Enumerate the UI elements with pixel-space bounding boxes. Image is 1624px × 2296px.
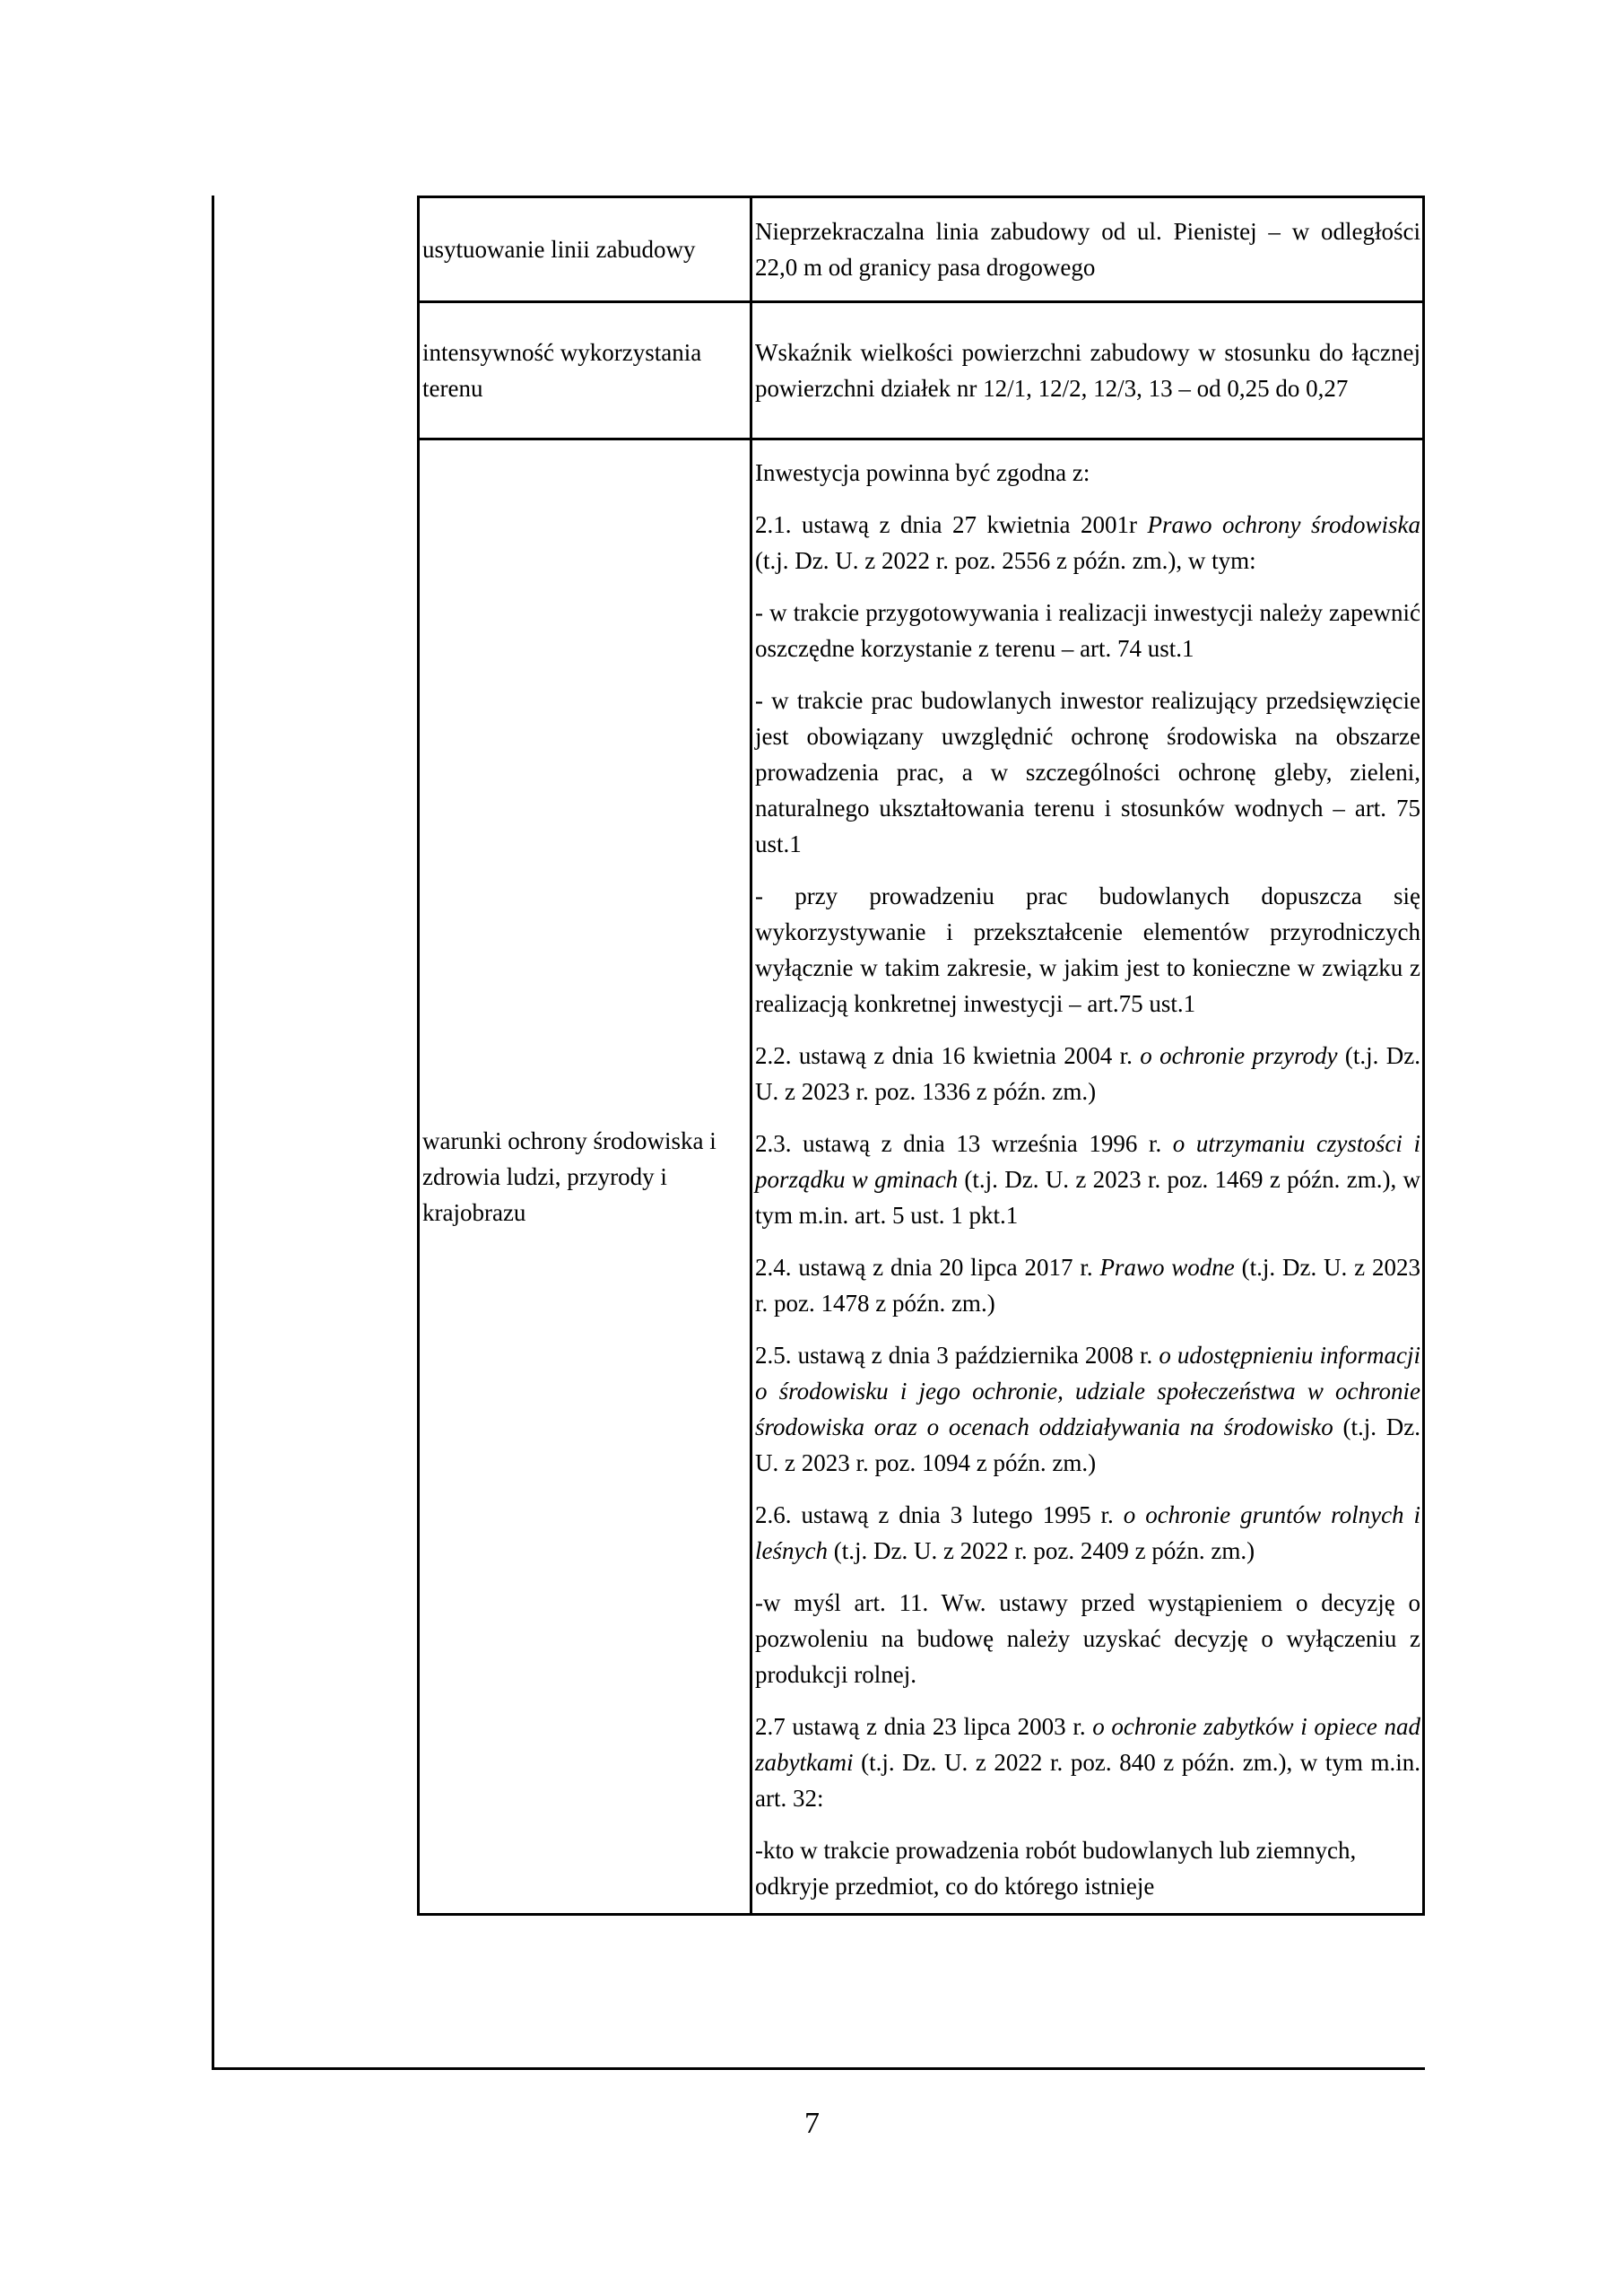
conditions-table xyxy=(417,196,1425,1916)
table-row xyxy=(419,439,1424,1915)
page-number: 7 xyxy=(804,2107,820,2140)
law-bullet: - w trakcie prac budowlanych inwestor realizujący przedsięwzięcie jest obowiązany uwzględnić ochronę środowiska na obszarze prowadzenia prac, a w szczególności ochronę gleby, zieleni, naturalnego ukształtowania terenu i stosunków wodnych – art. 75 ust.1 xyxy=(755,687,1420,857)
table-row xyxy=(419,302,1424,439)
law-item-2-5: 2.5. ustawą z dnia 3 października 2008 r. o udostępnieniu informacji o środowisku i jego ochronie, udziale społeczeństwa w ochronie środowiska oraz o ocenach oddziaływania na środowisko (t.j. Dz. U. z 2023 r. poz. 1094 z późn. zm.) xyxy=(755,1342,1421,1476)
row-content xyxy=(751,439,1424,1915)
law-item-2-2: 2.2. ustawą z dnia 16 kwietnia 2004 r. o ochronie przyrody (t.j. Dz. U. z 2023 r. poz. 1336 z późn. zm.) xyxy=(755,1042,1420,1105)
outer-table-left-border xyxy=(212,196,214,2070)
law-item-2-3: 2.3. ustawą z dnia 13 września 1996 r. o utrzymaniu czystości i porządku w gminach (t.j. Dz. U. z 2023 r. poz. 1469 z późn. zm.), w tym m.in. art. 5 ust. 1 pkt.1 xyxy=(755,1130,1420,1229)
content-intro: Inwestycja powinna być zgodna z: xyxy=(755,459,1090,486)
law-bullet: -kto w trakcie prowadzenia robót budowlanych lub ziemnych, odkryje przedmiot, co do którego istnieje xyxy=(755,1837,1357,1900)
outer-table-bottom-border xyxy=(212,2067,1425,2070)
table-row xyxy=(419,197,1424,302)
law-item-2-4: 2.4. ustawą z dnia 20 lipca 2017 r. Prawo wodne (t.j. Dz. U. z 2023 r. poz. 1478 z późn. zm.) xyxy=(755,1254,1420,1317)
law-item-2-1: 2.1. ustawą z dnia 27 kwietnia 2001r Prawo ochrony środowiska (t.j. Dz. U. z 2022 r. poz. 2556 z późn. zm.), w tym: xyxy=(755,511,1421,574)
row-label: warunki ochrony środowiska i zdrowia ludzi, przyrody i krajobrazu xyxy=(419,439,751,1915)
row-content: Wskaźnik wielkości powierzchni zabudowy w stosunku do łącznej powierzchni działek nr 12/1, 12/2, 12/3, 13 – od 0,25 do 0,27 xyxy=(751,302,1424,439)
law-item-2-7: 2.7 ustawą z dnia 23 lipca 2003 r. o ochronie zabytków i opiece nad zabytkami (t.j. Dz. U. z 2022 r. poz. 840 z późn. zm.), w tym m.in. art. 32: xyxy=(755,1713,1420,1812)
row-label: intensywność wykorzystania terenu xyxy=(419,302,751,439)
law-item-2-6: 2.6. ustawą z dnia 3 lutego 1995 r. o ochronie gruntów rolnych i leśnych (t.j. Dz. U. z 2022 r. poz. 2409 z późn. zm.) xyxy=(755,1501,1420,1564)
row-content: Nieprzekraczalna linia zabudowy od ul. Pienistej – w odległości 22,0 m od granicy pasa drogowego xyxy=(751,197,1424,302)
law-bullet: -w myśl art. 11. Ww. ustawy przed wystąpieniem o decyzję o pozwoleniu na budowę należy uzyskać decyzję o wyłączeniu z produkcji rolnej. xyxy=(755,1589,1420,1688)
law-bullet: - przy prowadzeniu prac budowlanych dopuszcza się wykorzystywanie i przekształcenie elementów przyrodniczych wyłącznie w takim zakresie, w jakim jest to konieczne w związku z realizacją konkretnej inwestycji – art.75 ust.1 xyxy=(755,883,1420,1017)
law-bullet: - w trakcie przygotowywania i realizacji inwestycji należy zapewnić oszczędne korzystanie z terenu – art. 74 ust.1 xyxy=(755,599,1420,662)
row-label: usytuowanie linii zabudowy xyxy=(419,197,751,302)
